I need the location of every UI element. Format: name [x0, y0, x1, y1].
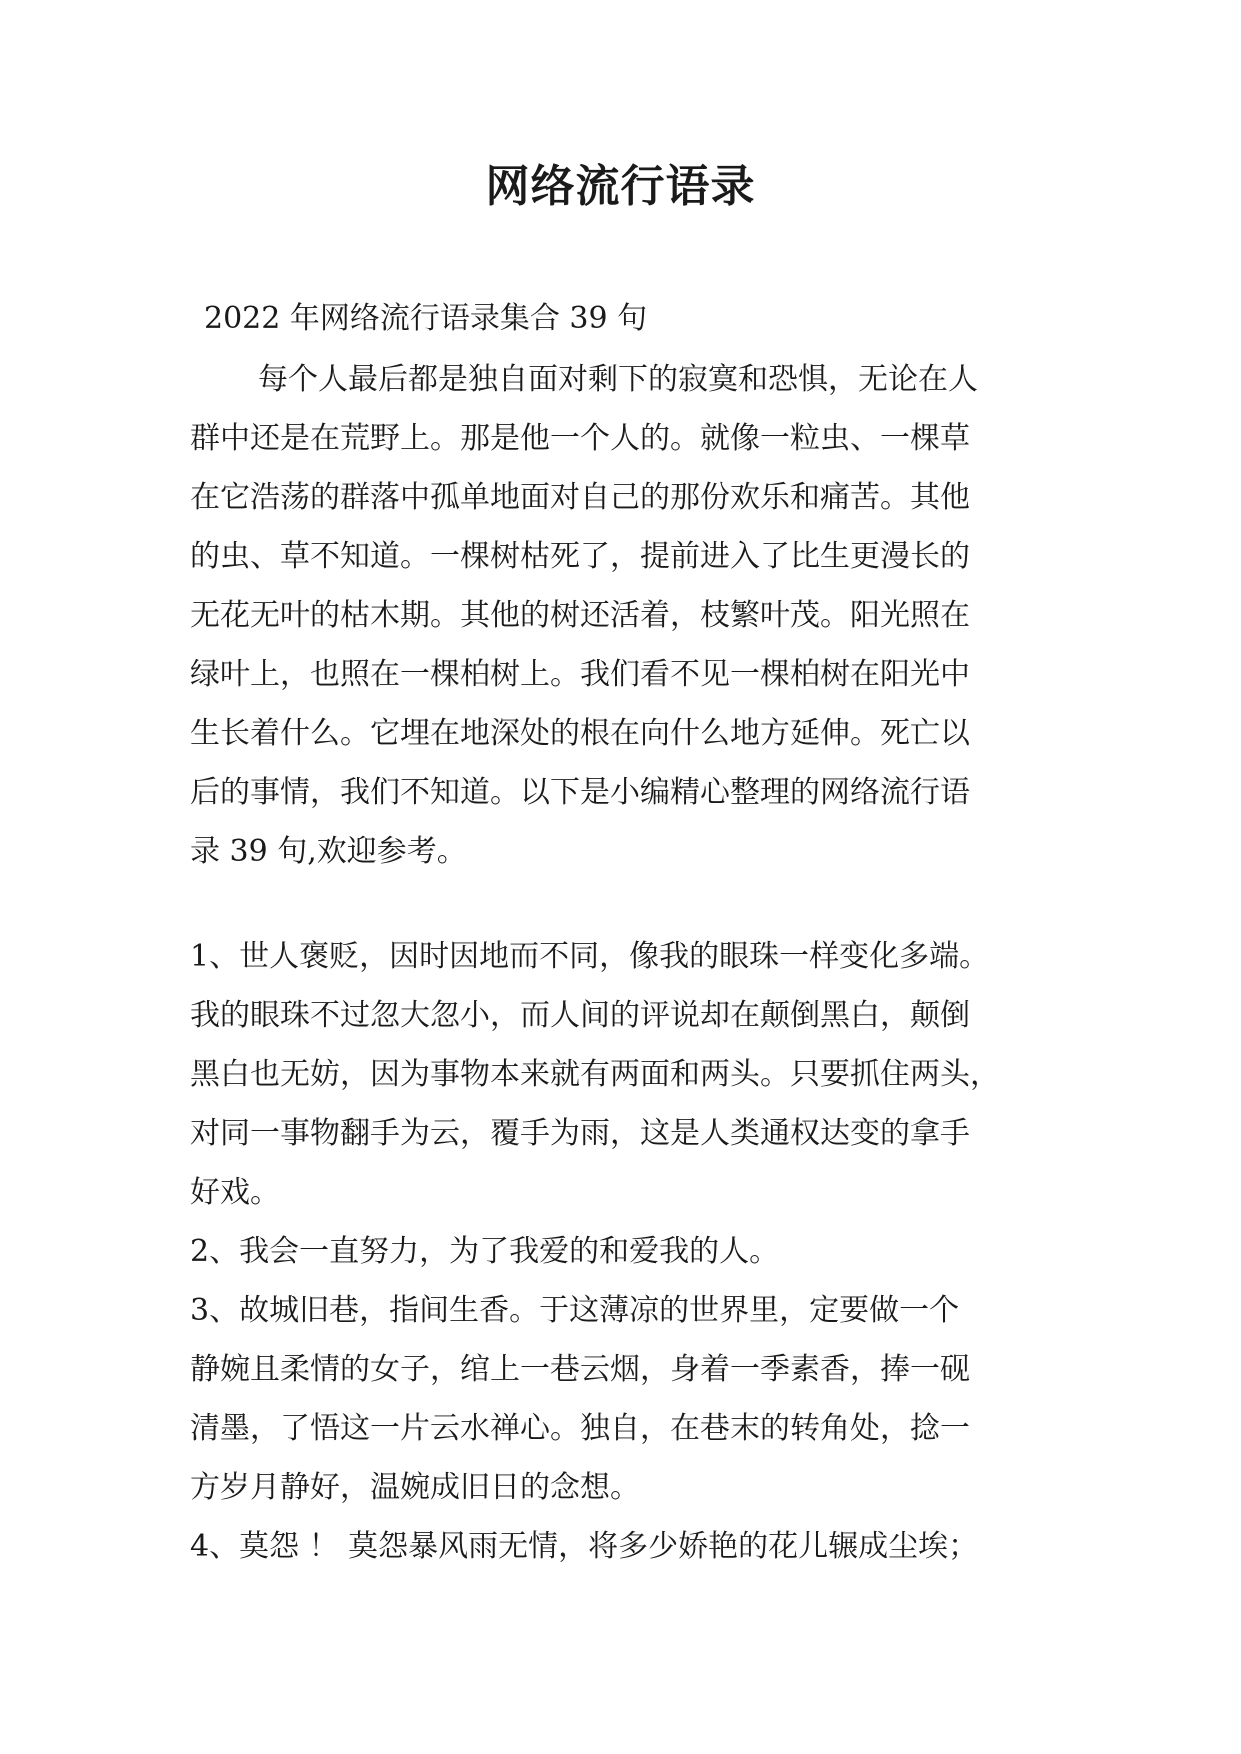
intro-line: 每个人最后都是独自面对剩下的寂寞和恐惧，无论在人	[258, 362, 978, 397]
quote-line: 2、我会一直努力，为了我爱的和爱我的人。	[190, 1234, 780, 1269]
quote-line: 1、世人褒贬，因时因地而不同，像我的眼珠一样变化多端。	[190, 939, 990, 974]
quote-line: 黑白也无妨，因为事物本来就有两面和两头。只要抓住两头，	[190, 1057, 1000, 1092]
intro-line: 的虫、草不知道。一棵树枯死了，提前进入了比生更漫长的	[190, 539, 970, 574]
quote-line: 我的眼珠不过忽大忽小，而人间的评说却在颠倒黑白，颠倒	[190, 998, 970, 1033]
quote-line: 清墨，了悟这一片云水禅心。独自，在巷末的转角处，捻一	[190, 1411, 970, 1446]
quote-line: 对同一事物翻手为云，覆手为雨，这是人类通权达变的拿手	[190, 1116, 970, 1151]
quote-line: 方岁月静好，温婉成旧日的念想。	[190, 1470, 640, 1505]
intro-line: 后的事情，我们不知道。以下是小编精心整理的网络流行语	[190, 775, 970, 810]
intro-line: 录 39 句,欢迎参考。	[190, 834, 467, 869]
document-title: 网络流行语录	[485, 161, 756, 212]
quote-line: 3、故城旧巷，指间生香。于这薄凉的世界里，定要做一个	[190, 1293, 960, 1328]
intro-line: 在它浩荡的群落中孤单地面对自己的那份欢乐和痛苦。其他	[190, 480, 970, 515]
intro-line: 群中还是在荒野上。那是他一个人的。就像一粒虫、一棵草	[190, 421, 970, 456]
quote-line: 好戏。	[190, 1175, 280, 1210]
quote-line: 静婉且柔情的女子，绾上一巷云烟，身着一季素香，捧一砚	[190, 1352, 970, 1387]
intro-line: 无花无叶的枯木期。其他的树还活着，枝繁叶茂。阳光照在	[190, 598, 970, 633]
intro-line: 绿叶上，也照在一棵柏树上。我们看不见一棵柏树在阳光中	[190, 657, 970, 692]
quotes-list	[190, 927, 1060, 1576]
document-subtitle: 2022 年网络流行语录集合 39 句	[204, 301, 648, 336]
intro-paragraph	[190, 350, 1060, 881]
intro-line: 生长着什么。它埋在地深处的根在向什么地方延伸。死亡以	[190, 716, 970, 751]
quote-line: 4、莫怨 ！ 莫怨暴风雨无情，将多少娇艳的花儿辗成尘埃；	[190, 1529, 979, 1564]
